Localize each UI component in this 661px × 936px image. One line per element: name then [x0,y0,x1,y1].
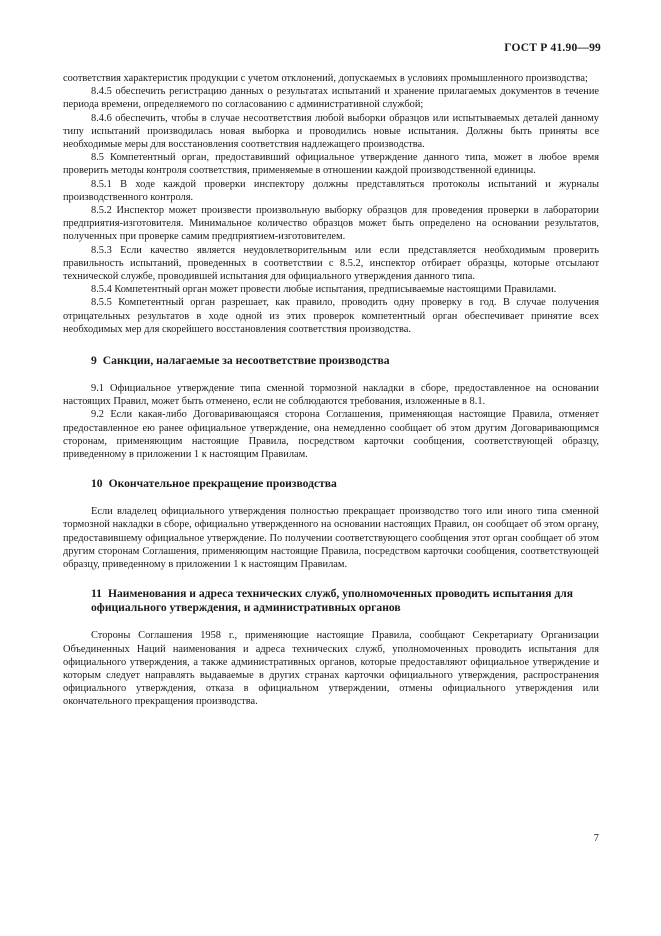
paragraph-8-5-1: 8.5.1 В ходе каждой проверки инспектору должны представляться протоколы испытаний и журналы производственного контроля. [63,178,599,203]
paragraph-9-1: 9.1 Официальное утверждение типа сменной тормозной накладки в сборе, предоставленное на основании настоящих Правил, может быть отменено, если не соблюдаются требования, изложенные в 8.1. [63,383,599,408]
paragraph-11: Стороны Соглашения 1958 г., применяющие настоящие Правила, сообщают Секретариату Организации Объединенных Наций наименования и адреса технических служб, уполномоченных проводить испытания для официального утверждения, а также административных органов, которые предоставляют официальное утверждение и которым следует направлять выдаваемые в других странах карточки официального утверждения, распространения официального утверждения, отказа в официальном утверждении, отмены официального утверждения или окончательного прекращения производства. [63,630,599,708]
paragraph-continuation: соответствия характеристик продукции с учетом отклонений, допускаемых в условиях промышленного производства; [63,73,588,84]
section-title: Окончательное прекращение производства [108,477,337,491]
paragraph-8-4-6: 8.4.6 обеспечить, чтобы в случае несоответствия любой выборки образцов или испытываемых деталей данному типу испытаний производилась новая выборка и проводились новые испытания. Должны быть приняты все необходимые меры для восстановления соответствия надлежащего производства. [63,112,599,151]
section-title: Наименования и адреса технических служб, уполномоченных проводить испытания для официального утверждения, и административных органов [91,587,574,615]
paragraph-8-5-2: 8.5.2 Инспектор может произвести произвольную выборку образцов для проведения проверки в лаборатории предприятия-изготовителя. Минимальное количество образцов может быть определено на основании результатов, полученных при проверке самим предприятием-изготовителем. [63,205,599,243]
section-number: 10 [91,477,103,491]
document-code: ГОСТ Р 41.90—99 [504,42,601,54]
section-number: 11 [91,587,102,601]
paragraph-9-2: 9.2 Если какая-либо Договаривающаяся сторона Соглашения, применяющая настоящие Правила, отменяет предоставленное ею ранее официальное утверждение, она немедленно сообщает об этом другим Договаривающимся сторонам, применяющим настоящие Правила, посредством карточки сообщения, соответствующей образцу, приведенному в приложении 1 к настоящим Правилам. [63,409,599,461]
paragraph-8-5-4: 8.5.4 Компетентный орган может провести любые испытания, предписываемые настоящими Правилами. [91,284,557,296]
paragraph-10: Если владелец официального утверждения полностью прекращает производство того или иного типа сменной тормозной накладки в сборе, официально утвержденного на основании настоящих Правил, он сообщает об этом органу, предоставившему официальное утверждение. По получении соответствующего сообщения этот орган сообщает об этом другим сторонам Соглашения, применяющим настоящие Правила, посредством карточки сообщения, соответствующей образцу, приведенному в приложении 1 к настоящим Правилам. [63,506,599,571]
section-number: 9 [91,354,97,368]
section-title: Санкции, налагаемые за несоответствие производства [102,354,390,368]
paragraph-8-4-5: 8.4.5 обеспечить регистрацию данных о результатах испытаний и хранение прилагаемых документов в течение периода времени, определяемого по согласованию с административной службой; [63,86,599,111]
paragraph-8-5: 8.5 Компетентный орган, предоставивший официальное утверждение данного типа, может в любое время проверить методы контроля соответствия, применяемые в отношении каждой производственной единицы. [63,152,599,177]
paragraph-8-5-5: 8.5.5 Компетентный орган разрешает, как правило, проводить одну проверку в год. В случае получения отрицательных результатов в ходе одной из этих проверок компетентный орган обеспечивает принятие всех необходимых мер для скорейшего восстановления соответствия производства. [63,297,599,335]
section-10-heading [63,477,599,491]
section-11-heading [63,587,599,615]
page-number: 7 [593,833,599,844]
document-body [63,72,599,709]
paragraph-8-5-3: 8.5.3 Если качество является неудовлетворительным или если представляется необходимым проверить правильность испытаний, проведенных в соответствии с 8.5.2, инспектор отбирает образцы, которые отсылают технической службе, проводившей испытания для официального утверждения данного типа. [63,244,599,283]
section-9-heading [63,354,599,368]
